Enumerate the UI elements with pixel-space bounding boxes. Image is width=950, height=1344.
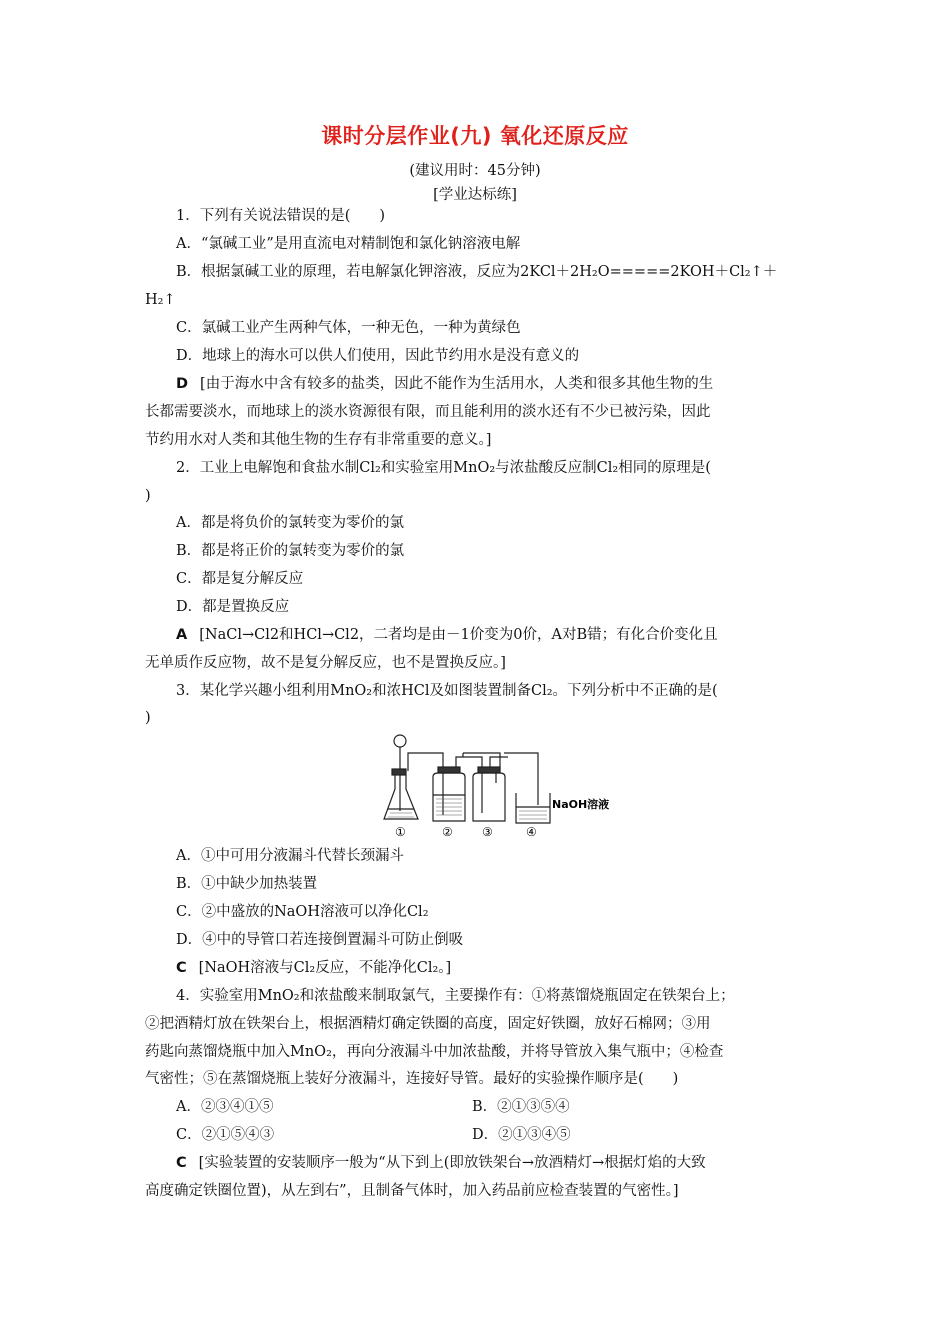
- apparatus-num-4: ④: [526, 825, 537, 839]
- q2-answer: A: [176, 627, 188, 643]
- q2-explanation-1: A [NaCl→Cl2和HCl→Cl2，二者均是由－1价变为0价，A对B错；有化合价变化且: [176, 627, 718, 643]
- q3-stem-cont: ): [145, 710, 151, 726]
- q3-explanation-1: C [NaOH溶液与Cl₂反应，不能净化Cl₂。]: [176, 960, 452, 976]
- q1-explanation-3: 节约用水对人类和其他生物的生存有非常重要的意义。]: [145, 432, 492, 448]
- q4-option-c: C．②①⑤④③: [176, 1127, 275, 1143]
- q1-option-d: D．地球上的海水可以供人们使用，因此节约用水是没有意义的: [176, 348, 580, 364]
- q4-stem-2: ②把酒精灯放在铁架台上，根据酒精灯确定铁圈的高度，固定好铁圈，放好石棉网；③用: [145, 1016, 711, 1032]
- page-title: 课时分层作业(九) 氧化还原反应: [321, 124, 629, 148]
- q1-explanation-1: D [由于海水中含有较多的盐类，因此不能作为生活用水，人类和很多其他生物的生: [176, 376, 714, 392]
- q2-option-c: C．都是复分解反应: [176, 571, 304, 587]
- apparatus-num-3: ③: [482, 825, 493, 839]
- q2-option-b: B．都是将正价的氯转变为零价的氯: [176, 543, 405, 559]
- q4-stem-4: 气密性；⑤在蒸馏烧瓶上装好分液漏斗，连接好导管。最好的实验操作顺序是( ): [145, 1071, 679, 1087]
- suggested-time: (建议用时：45分钟): [409, 163, 541, 179]
- q3-answer: C: [176, 960, 187, 976]
- q2-explanation-2: 无单质作反应物，故不是复分解反应，也不是置换反应。]: [145, 655, 506, 671]
- q4-answer: C: [176, 1155, 187, 1171]
- q2-option-d: D．都是置换反应: [176, 599, 290, 615]
- q2-option-a: A．都是将负价的氯转变为零价的氯: [176, 515, 404, 531]
- q4-explanation-1: C [实验装置的安装顺序一般为“从下到上(即放铁架台→放酒精灯→根据灯焰的大致: [176, 1155, 706, 1171]
- q3-option-d: D．④中的导管口若连接倒置漏斗可防止倒吸: [176, 932, 464, 948]
- q4-option-b: B．②①③⑤④: [472, 1099, 570, 1115]
- q2-stem-cont: ): [145, 488, 151, 504]
- section-heading: [学业达标练]: [433, 187, 517, 203]
- q3-stem: 3．某化学兴趣小组利用MnO₂和浓HCl及如图装置制备Cl₂。下列分析中不正确的是(: [176, 683, 718, 699]
- q1-option-b: B．根据氯碱工业的原理，若电解氯化钾溶液，反应为2KCl＋2H₂O=====2KOH＋Cl₂↑＋: [176, 264, 778, 280]
- apparatus-num-1: ①: [395, 825, 406, 839]
- q1-option-c: C．氯碱工业产生两种气体，一种无色，一种为黄绿色: [176, 320, 521, 336]
- q1-option-a: A．“氯碱工业”是用直流电对精制饱和氯化钠溶液电解: [176, 236, 521, 252]
- q1-stem: 1．下列有关说法错误的是( ): [176, 208, 386, 224]
- q1-explanation-2: 长都需要淡水，而地球上的淡水资源很有限，而且能利用的淡水还有不少已被污染，因此: [145, 404, 711, 420]
- apparatus-label-naoh: NaOH溶液: [552, 798, 610, 811]
- q4-stem-3: 药匙向蒸馏烧瓶中加入MnO₂，再向分液漏斗中加浓盐酸，并将导管放入集气瓶中；④检查: [145, 1044, 724, 1060]
- q4-option-d: D．②①③④⑤: [472, 1127, 571, 1143]
- q2-stem: 2．工业上电解饱和食盐水制Cl₂和实验室用MnO₂与浓盐酸反应制Cl₂相同的原理是(: [176, 460, 711, 476]
- apparatus-num-2: ②: [442, 825, 453, 839]
- q3-option-a: A．①中可用分液漏斗代替长颈漏斗: [176, 848, 404, 864]
- q1-option-b-cont: H₂↑: [145, 292, 176, 308]
- q4-explanation-2: 高度确定铁圈位置)，从左到右”，且制备气体时，加入药品前应检查装置的气密性。]: [145, 1183, 679, 1199]
- q1-answer: D: [176, 376, 189, 392]
- q3-option-b: B．①中缺少加热装置: [176, 876, 318, 892]
- apparatus-figure: [378, 733, 618, 839]
- q4-option-a: A．②③④①⑤: [176, 1099, 274, 1115]
- q3-option-c: C．②中盛放的NaOH溶液可以净化Cl₂: [176, 904, 429, 920]
- q4-stem: 4．实验室用MnO₂和浓盐酸来制取氯气，主要操作有：①将蒸馏烧瓶固定在铁架台上；: [176, 988, 735, 1004]
